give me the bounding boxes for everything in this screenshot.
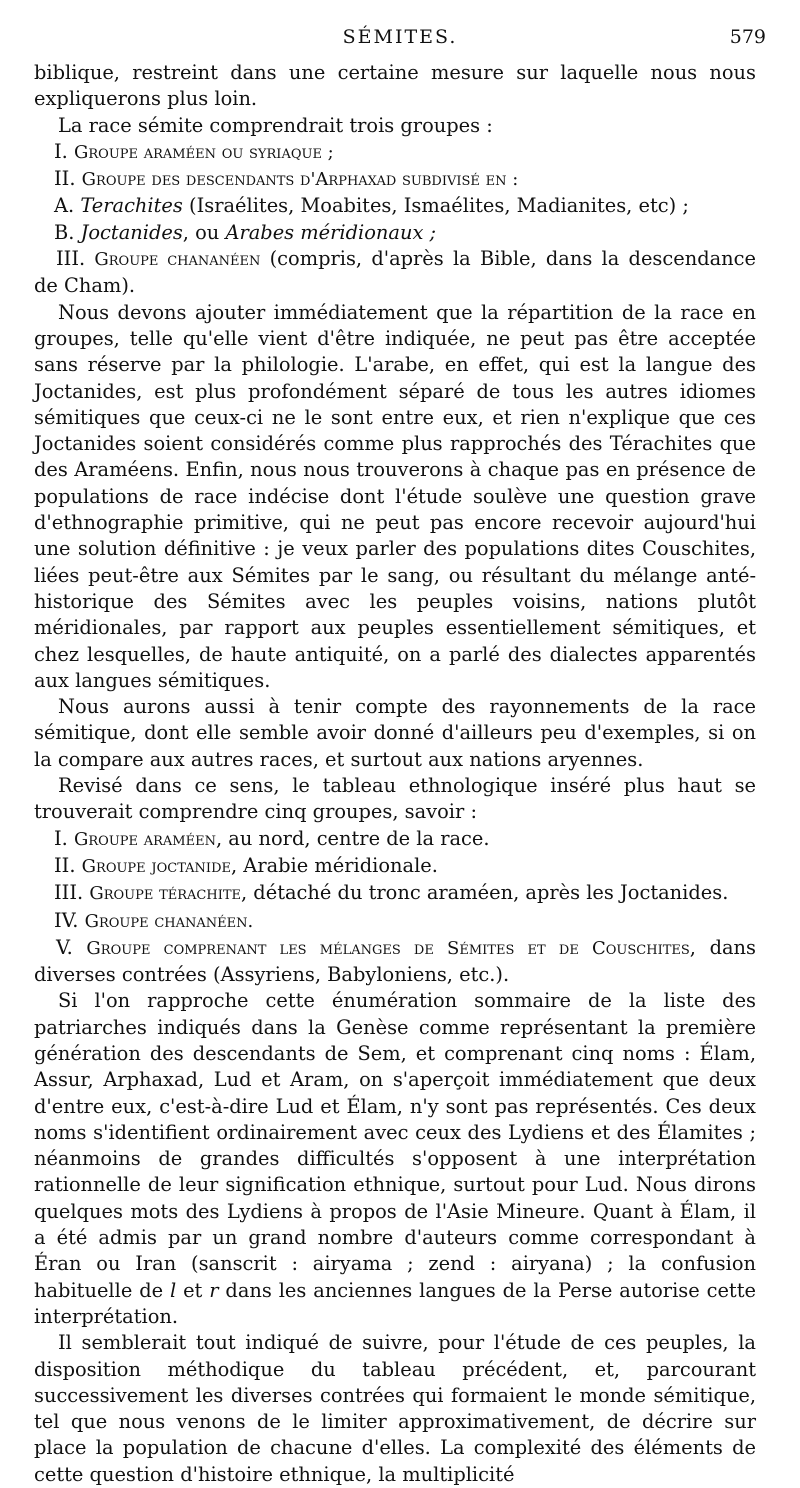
list-item: I. Groupe araméen ou syriaque ;	[54, 139, 334, 163]
running-title: SÉMITES.	[342, 26, 458, 48]
paragraph: Nous devons ajouter immédiatement que la répartition de la race en groupes, telle qu'elle vient d'être indiquée, ne peut pas être acceptée sans réserve par la philologie. L'arabe, en effet, qui est la langue des Joctanides, est plus profondément séparé de tous les autres idiomes sémitiques que ceux-ci ne le sont entre eux, et rien n'explique que ces Joctanides soient considérés comme plus rapprochés des Térachites que des Araméens. Enfin, nous nous trouverons à chaque pas en présence de populations de race indécise dont l'étude soulève une question grave d'ethnographie primitive, qui ne peut pas encore recevoir aujourd'hui une solution définitive : je veux parler des populations dites Couschites, liées peut-être aux Sémites par le sang, ou résultant du mélange anté-historique des Sémites avec les peuples voisins, nations plutôt méridionales, par rapport aux peuples essentiellement sémitiques, et chez lesquelles, de haute antiquité, on a parlé des dialectes apparentés aux langues sémitiques.	[34, 300, 756, 692]
list-item: I. Groupe araméen, au nord, centre de la race.	[54, 826, 490, 850]
list-item: III. Groupe chananéen (compris, d'après la Bible, dans la descendance de Cham).	[34, 247, 756, 298]
list-item: IV. Groupe chananéen.	[54, 908, 254, 932]
paragraph: biblique, restreint dans une certaine mesure sur laquelle nous nous expliquerons plus loin.	[34, 61, 756, 111]
list-item: III. Groupe térachite, détaché du tronc araméen, après les Joctanides.	[54, 881, 729, 905]
paragraph: Nous aurons aussi à tenir compte des rayonnements de la race sémitique, dont elle semble avoir donné d'ailleurs peu d'exemples, si on la compare aux autres races, et surtout aux nations aryennes.	[34, 695, 756, 771]
page-number: 579	[729, 26, 766, 48]
paragraph: Si l'on rapproche cette énumération sommaire de la liste des patriarches indiqués dans la Genèse comme représentant la première génération des descendants de Sem, et comprenant cinq noms : Élam, Assur, Arphaxad, Lud et Aram, on s'aperçoit immédiatement que deux d'entre eux, c'est-à-dire Lud et Élam, n'y sont pas représentés. Ces deux noms s'identifient ordinairement avec ceux des Lydiens et des Élamites ; néanmoins de grandes difficultés s'opposent à une interprétation rationnelle de leur signification ethnique, surtout pour Lud. Nous dirons quelques mots des Lydiens à propos de l'Asie Mineure. Quant à Élam, il a été admis par un grand nombre d'auteurs comme correspondant à Éran ou Iran (sanscrit : airyama ; zend : airyana) ; la confusion habituelle de l et r dans les anciennes langues de la Perse autorise cette interprétation.	[34, 989, 756, 1328]
paragraph: Revisé dans ce sens, le tableau ethnologique inséré plus haut se trouverait comprendre cinq groupes, savoir :	[34, 774, 756, 824]
list-item: B. Joctanides, ou Arabes méridionaux ;	[54, 220, 437, 244]
list-item: II. Groupe joctanide, Arabie méridionale.	[54, 853, 438, 877]
list-item: II. Groupe des descendants d'Arphaxad subdivisé en :	[54, 167, 519, 191]
paragraph: La race sémite comprendrait trois groupes :	[58, 113, 493, 137]
running-header	[34, 26, 766, 52]
text-body	[34, 60, 756, 1488]
list-item: V. Groupe comprenant les mélanges de Sémites et de Couschites, dans diverses contrées (Assyriens, Babyloniens, etc.).	[34, 935, 756, 987]
paragraph: Il semblerait tout indiqué de suivre, pour l'étude de ces peuples, la disposition méthodique du tableau précédent, et, parcourant successivement les diverses contrées qui formaient le monde sémitique, tel que nous venons de le limiter approximativement, de décrire sur place la population de chacune d'elles. La complexité des éléments de cette question d'histoire ethnique, la multiplicité	[34, 1331, 756, 1486]
list-item: A. Terachites (Israélites, Moabites, Ismaélites, Madianites, etc) ;	[54, 194, 689, 218]
